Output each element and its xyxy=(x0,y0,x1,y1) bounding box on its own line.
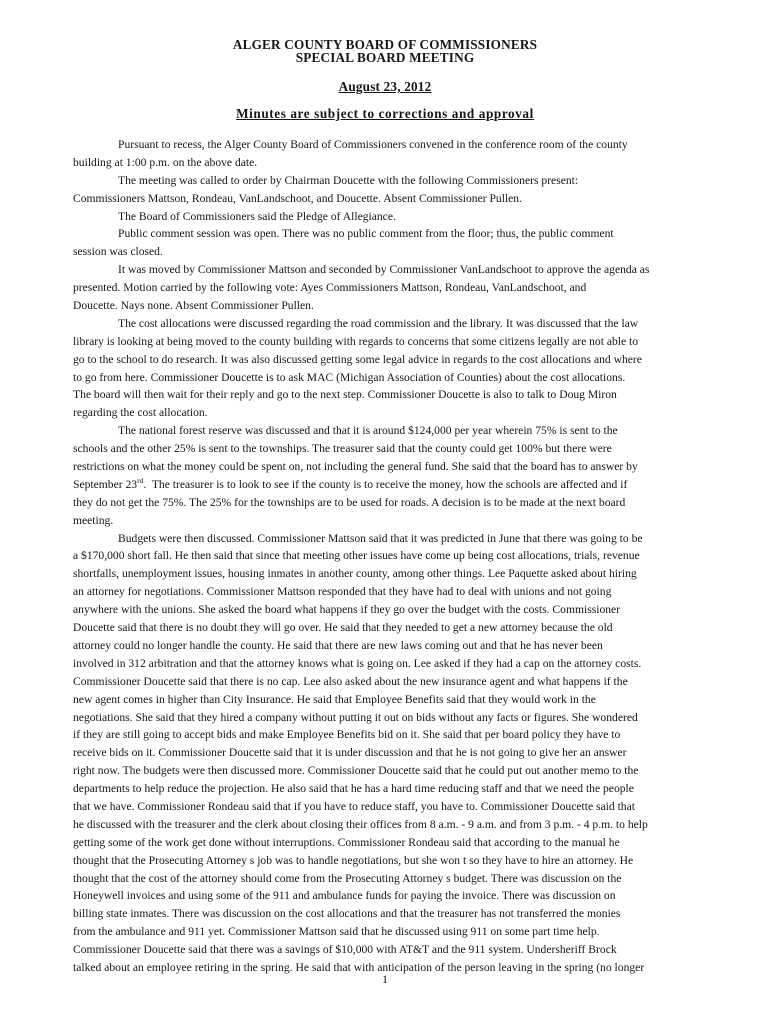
body-line: right now. The budgets were then discussed more. Commissioner Doucette said that he could put out another memo to the xyxy=(73,764,639,778)
body-line-date xyxy=(73,476,695,494)
body-line: Commissioner Doucette said that there was a savings of $10,000 with AT&T and the 911 system. Undersheriff Brock xyxy=(73,943,617,957)
body-line: The Board of Commissioners said the Pledge of Allegiance. xyxy=(118,209,396,223)
minutes-body xyxy=(73,136,695,977)
body-line: anywhere with the unions. She asked the board what happens if they go over the budget with the costs. Commissioner xyxy=(73,603,621,617)
body-line: getting some of the work get done without interruptions. Commissioner Rondeau said that according to the manual he xyxy=(73,835,620,849)
body-line: Commissioner Doucette said that there is no cap. Lee also asked about the new insurance agent and what happens if the xyxy=(73,674,628,688)
body-line: Doucette. Nays none. Absent Commissioner Pullen. xyxy=(73,299,314,313)
body-line: receive bids on it. Commissioner Doucette said that it is under discussion and that he is not going to give her an answer xyxy=(73,746,627,760)
body-line: restrictions on what the money could be spent on, not including the general fund. She said that the board has to answer by xyxy=(73,460,638,474)
body-line: session was closed. xyxy=(73,245,163,259)
sept-date: September 23 xyxy=(73,477,138,491)
body-line: from the ambulance and 911 yet. Commissioner Mattson said that he discussed using 911 on some part time help. xyxy=(73,925,600,939)
body-line: departments to help reduce the projection. He also said that he has a hard time reducing staff and that we need the people xyxy=(73,782,634,796)
sept-date-suffix: rd xyxy=(137,476,144,486)
body-line: The national forest reserve was discussed and that it is around $124,000 per year wherein 75% is sent to the xyxy=(118,424,618,438)
header-subtitle: SPECIAL BOARD MEETING xyxy=(295,50,475,65)
body-line: Doucette said that there is no doubt they will go over. He said that they needed to get a new attorney because the old xyxy=(73,621,613,635)
body-line-continuation: The treasurer is to look to see if the county is to receive the money, how the schools are affected and if xyxy=(151,477,628,491)
body-line: It was moved by Commissioner Mattson and seconded by Commissioner VanLandschoot to approve the agenda as xyxy=(118,263,650,277)
body-line: Budgets were then discussed. Commissioner Mattson said that it was predicted in June that there was going to be xyxy=(118,531,643,545)
body-line: new agent comes in higher than City Insurance. He said that Employee Benefits said that they would work in the xyxy=(73,692,596,706)
body-line: thought that the cost of the attorney should come from the Prosecuting Attorney s budget. There was discussion on the xyxy=(73,871,622,885)
body-line: they do not get the 75%. The 25% for the townships are to be used for roads. A decision is to be made at the next board xyxy=(73,495,626,509)
minutes-notice: Minutes are subject to corrections and approval xyxy=(236,106,534,121)
body-line: if they are still going to accept bids and make Employee Benefits bid on it. She said that per board policy they have to xyxy=(73,728,621,742)
body-line: to go from here. Commissioner Doucette is to ask MAC (Michigan Association of Counties) about the cost allocations. xyxy=(73,370,626,384)
body-line: presented. Motion carried by the following vote: Ayes Commissioners Mattson, Rondeau, VanLandschoot, and xyxy=(73,281,587,295)
body-line: talked about an employee retiring in the spring. He said that with anticipation of the person leaving in the spring (no longer xyxy=(73,960,645,974)
body-line: library is looking at being moved to the county building with regards to concerns that some citizens legally are not able to xyxy=(73,334,639,348)
body-line: schools and the other 25% is sent to the townships. The treasurer said that the county could get 100% but there were xyxy=(73,442,612,456)
header-title: ALGER COUNTY BOARD OF COMMISSIONERS xyxy=(232,37,538,52)
body-line: Pursuant to recess, the Alger County Board of Commissioners convened in the conference room of the county xyxy=(118,138,628,151)
body-line: The board will then wait for their reply and go to the next step. Commissioner Doucette is also to talk to Doug Miron xyxy=(73,388,617,402)
body-line: thought that the Prosecuting Attorney s job was to handle negotiations, but she won t so they have to hire an attorney. He xyxy=(73,853,634,867)
body-line: go to the school to do research. It was also discussed getting some legal advice in regards to the cost allocations and where xyxy=(73,352,642,366)
body-line: The meeting was called to order by Chairman Doucette with the following Commissioners present: xyxy=(118,173,579,187)
page-number: 1 xyxy=(382,972,388,986)
body-line: Public comment session was open. There was no public comment from the floor; thus, the public comment xyxy=(118,227,614,241)
body-line: meeting. xyxy=(73,513,114,527)
body-line: a $170,000 short fall. He then said that since that meeting other issues have come up being cost allocations, trials, revenue xyxy=(73,549,640,563)
body-line: he discussed with the treasurer and the clerk about closing their offices from 8 a.m. - 9 a.m. and from 3 p.m. - 4 p.m. to help xyxy=(73,817,648,831)
meeting-date: August 23, 2012 xyxy=(338,79,432,94)
body-line: attorney could no longer handle the county. He said that there are new laws coming out and that he has never been xyxy=(73,638,603,652)
body-line: that we have. Commissioner Rondeau said that if you have to reduce staff, you have to. Commissioner Doucette said that xyxy=(73,799,635,813)
body-line: Commissioners Mattson, Rondeau, VanLandschoot, and Doucette. Absent Commissioner Pullen. xyxy=(73,191,523,205)
body-line: negotiations. She said that they hired a company without putting it out on bids without any facts or figures. She wondered xyxy=(73,710,638,724)
body-line: The cost allocations were discussed regarding the road commission and the library. It was discussed that the law xyxy=(118,316,639,330)
body-line: building at 1:00 p.m. on the above date. xyxy=(73,155,258,169)
body-line: billing state inmates. There was discussion on the cost allocations and that the treasurer has not transferred the monies xyxy=(73,907,621,921)
sept-date-punct: . xyxy=(143,477,152,491)
body-line: shortfalls, unemployment issues, housing inmates in another county, among other things. Lee Paquette asked about hiring xyxy=(73,567,637,581)
body-line: Honeywell invoices and using some of the 911 and ambulance funds for paying the invoice. There was discussion on xyxy=(73,889,616,903)
body-line: involved in 312 arbitration and that the attorney knows what is going on. Lee asked if they had a cap on the attorney costs. xyxy=(73,656,642,670)
body-line: regarding the cost allocation. xyxy=(73,406,208,420)
body-line: an attorney for negotiations. Commissioner Mattson responded that they have had to deal with unions and not going xyxy=(73,585,612,599)
